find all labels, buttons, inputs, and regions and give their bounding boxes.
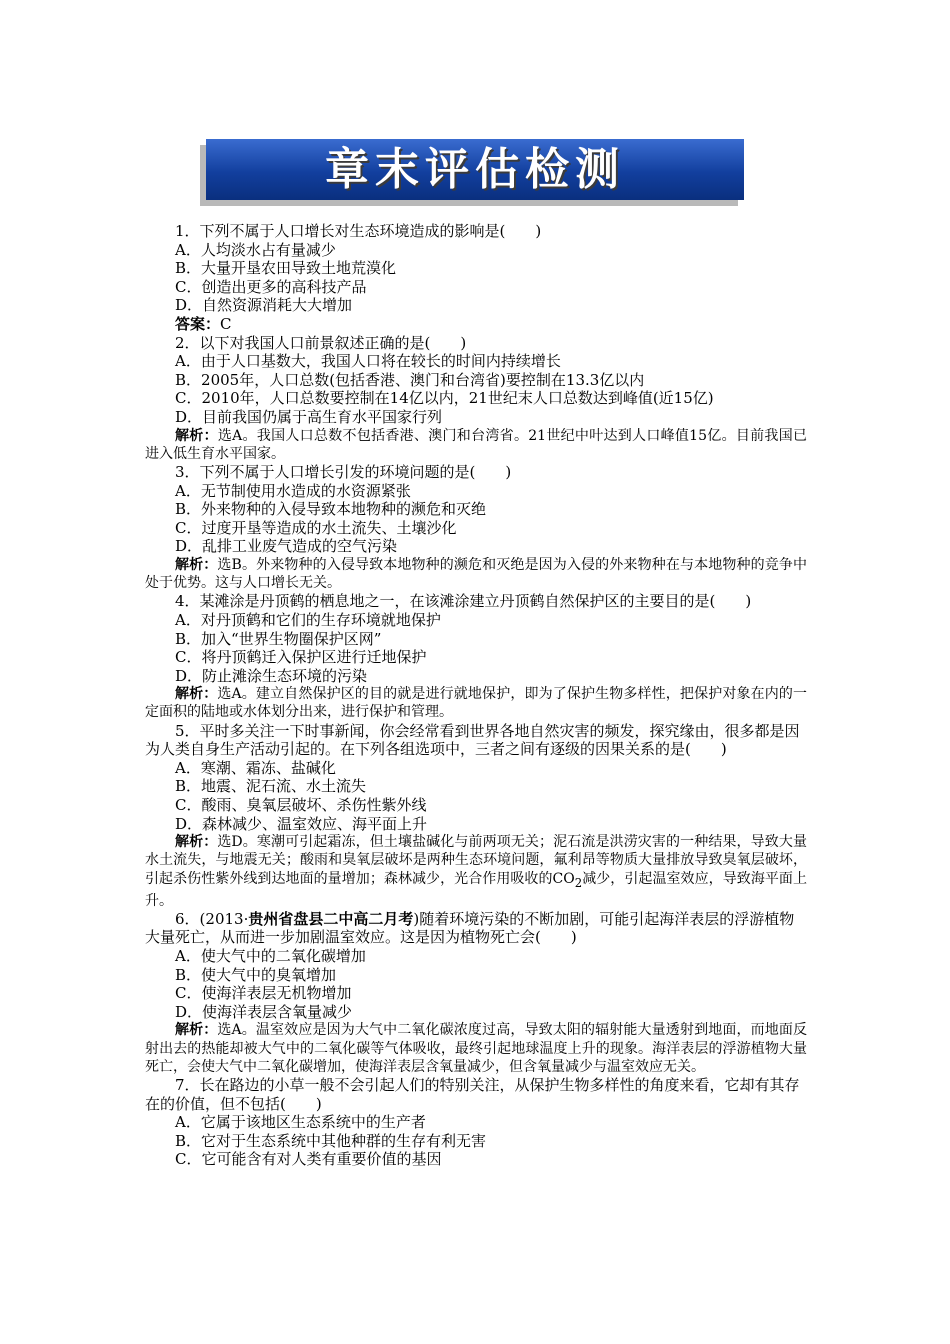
- question-6-explanation: [145, 1021, 807, 1076]
- stem-prefix: 6．(2013·: [175, 909, 249, 928]
- explanation-text-end: 减少，引起温室效应，导致海平面上升。: [145, 870, 807, 909]
- explanation-label: 解析：: [175, 556, 218, 573]
- question-4-explanation: [145, 685, 807, 721]
- question-list: [145, 222, 807, 1169]
- question-4-option-c: C．将丹顶鹤迁入保护区进行迁地保护: [175, 648, 427, 667]
- question-6-option-b: B．使大气中的臭氧增加: [175, 965, 337, 984]
- answer-label: 答案：: [175, 314, 221, 333]
- question-7-option-a: A．它属于该地区生态系统中的生产者: [175, 1113, 426, 1132]
- question-source: 贵州省盘县二中高二月考: [248, 909, 414, 928]
- answer-value: C: [220, 314, 232, 333]
- stem-text: )随着环境污染的不断加剧，可能引起海洋表层的浮游植物大量死亡，从而进一步加剧温室效应。这是因为植物死亡会( ): [145, 909, 795, 947]
- question-2-stem: 2．以下对我国人口前景叙述正确的是( ): [175, 333, 467, 352]
- question-2-option-d: D．目前我国仍属于高生育水平国家行列: [175, 407, 443, 426]
- question-4-option-d: D．防止滩涂生态环境的污染: [175, 666, 368, 685]
- question-5-option-b: B．地震、泥石流、水土流失: [175, 777, 367, 796]
- question-6-option-c: C．使海洋表层无机物增加: [175, 984, 352, 1003]
- question-1-option-b: B．大量开垦农田导致土地荒漠化: [175, 259, 397, 278]
- question-2-option-a: A．由于人口基数大，我国人口将在较长的时间内持续增长: [175, 352, 561, 371]
- question-2-explanation: [145, 427, 807, 463]
- question-2-option-c: C．2010年，人口总数要控制在14亿以内，21世纪末人口总数达到峰值(近15亿): [175, 389, 714, 408]
- question-3-stem: 3．下列不属于人口增长引发的环境问题的是( ): [175, 462, 512, 481]
- question-3-option-b: B．外来物种的入侵导致本地物种的濒危和灭绝: [175, 500, 487, 519]
- question-4-option-b: B．加入“世界生物圈保护区网”: [175, 629, 382, 648]
- question-6-option-a: A．使大气中的二氧化碳增加: [175, 947, 366, 966]
- subscript-2: 2: [574, 875, 583, 890]
- explanation-label: 解析：: [175, 686, 218, 703]
- question-1-stem: 1．下列不属于人口增长对生态环境造成的影响是( ): [175, 222, 542, 240]
- question-3-option-a: A．无节制使用水造成的水资源紧张: [175, 481, 411, 500]
- explanation-label: 解析：: [175, 834, 218, 851]
- question-5-stem: 5．平时多关注一下时事新闻，你会经常看到世界各地自然灾害的频发，探究缘由，很多都是因为人类自身生产活动引起的。在下列各组选项中，三者之间有逐级的因果关系的是( ): [145, 721, 800, 759]
- banner-panel: [206, 139, 744, 200]
- question-7-stem: 7．长在路边的小草一般不会引起人们的特别关注，从保护生物多样性的角度来看，它却有其存在的价值，但不包括( ): [145, 1076, 800, 1113]
- question-2-option-b: B．2005年，人口总数(包括香港、澳门和台湾省)要控制在13.3亿以内: [175, 370, 645, 389]
- question-4-stem: 4．某滩涂是丹顶鹤的栖息地之一，在该滩涂建立丹顶鹤自然保护区的主要目的是( ): [175, 592, 752, 611]
- question-5-explanation: [145, 833, 807, 910]
- question-1-answer: [145, 315, 807, 334]
- question-3-option-c: C．过度开垦等造成的水土流失、土壤沙化: [175, 518, 457, 537]
- chapter-title-banner: [206, 139, 744, 200]
- question-6-option-d: D．使海洋表层含氧量减少: [175, 1002, 353, 1021]
- explanation-text: 选A。建立自然保护区的目的就是进行就地保护，即为了保护生物多样性，把保护对象在内的一定面积的陆地或水体划分出来，进行保护和管理。: [145, 686, 808, 721]
- question-1-option-d: D．自然资源消耗大大增加: [175, 296, 353, 315]
- question-3-explanation: [145, 556, 807, 592]
- explanation-text: 选A。我国人口总数不包括香港、澳门和台湾省。21世纪中叶达到人口峰值15亿。目前我国已进入低生育水平国家。: [145, 427, 807, 462]
- question-3-option-d: D．乱排工业废气造成的空气污染: [175, 537, 398, 556]
- explanation-label: 解析：: [175, 427, 218, 444]
- explanation-text: 选A。温室效应是因为大气中二氧化碳浓度过高，导致太阳的辐射能大量透射到地面，而地面反射出去的热能却被大气中的二氧化碳等气体吸收，最终引起地球温度上升的现象。海洋表层的浮游植物大量死亡，会使大气中二氧化碳增加，使海洋表层含氧量减少，但含氧量减少与温室效应无关。: [145, 1022, 808, 1075]
- question-6-stem: [145, 910, 807, 947]
- question-1-option-c: C．创造出更多的高科技产品: [175, 277, 367, 296]
- page-title: 章末评估检测: [325, 143, 625, 195]
- question-1-option-a: A．人均淡水占有量减少: [175, 240, 336, 259]
- question-5-option-d: D．森林减少、温室效应、海平面上升: [175, 814, 428, 833]
- question-5-option-a: A．寒潮、霜冻、盐碱化: [175, 758, 336, 777]
- explanation-text: 选D。寒潮可引起霜冻，但土壤盐碱化与前两项无关；泥石流是洪涝灾害的一种结果，导致大量水土流失，与地震无关；酸雨和臭氧层破坏是两种生态环境问题，氟利昂等物质大量排放导致臭氧层破坏，引起杀伤性紫外线到达地面的量增加；森林减少，光合作用吸收的CO: [145, 834, 807, 887]
- explanation-label: 解析：: [175, 1022, 218, 1039]
- explanation-text: 选B。外来物种的入侵导致本地物种的濒危和灭绝是因为入侵的外来物种在与本地物种的竞争中处于优势。这与人口增长无关。: [145, 556, 807, 592]
- question-5-option-c: C．酸雨、臭氧层破坏、杀伤性紫外线: [175, 796, 427, 815]
- question-7-option-c: C．它可能含有对人类有重要价值的基因: [175, 1150, 442, 1169]
- question-4-option-a: A．对丹顶鹤和它们的生存环境就地保护: [175, 610, 441, 629]
- question-7-option-b: B．它对于生态系统中其他种群的生存有利无害: [175, 1131, 487, 1150]
